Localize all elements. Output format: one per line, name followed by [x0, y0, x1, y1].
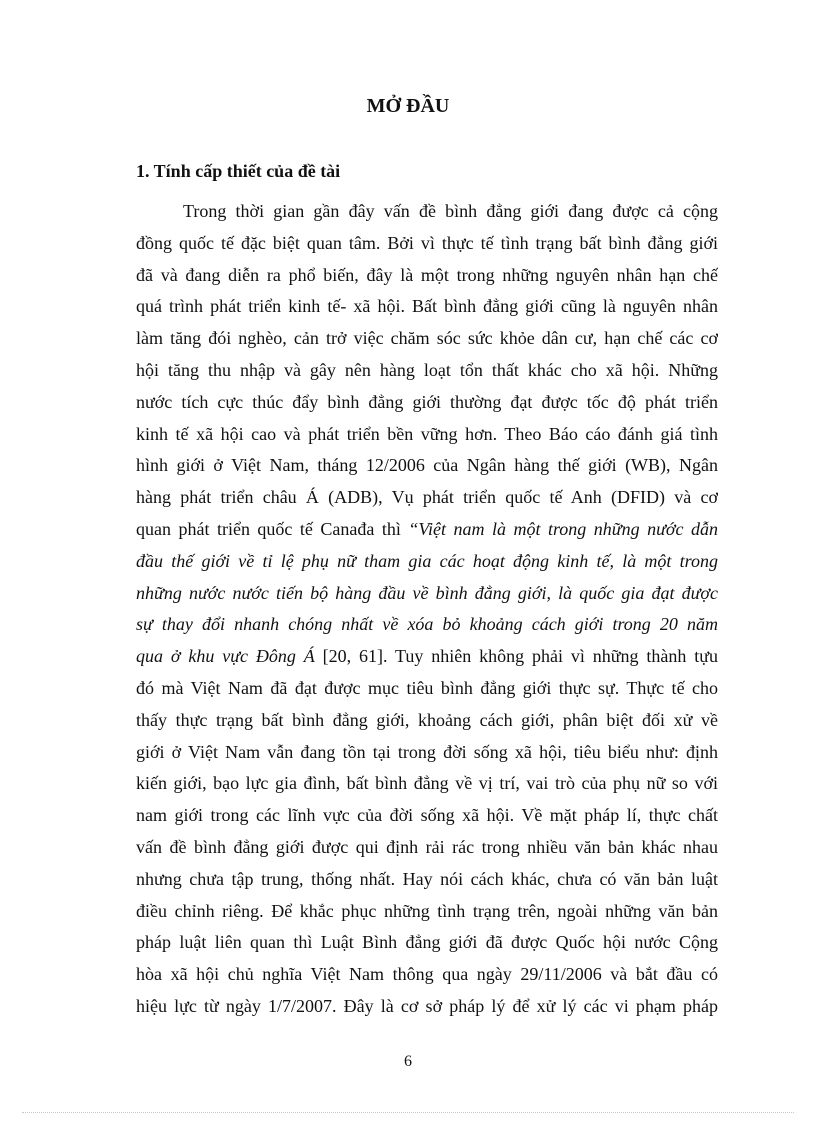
text-line: đó mà Việt Nam đã đạt được mục tiêu bình đẳng giới thực sự. Thực tế cho: [136, 677, 718, 698]
text-line: hội tăng thu nhập và gây nên hàng loạt tổn thất khác cho xã hội. Những: [136, 359, 718, 380]
text-line: kinh tế xã hội cao và phát triển bền vững hơn. Theo Báo cáo đánh giá tình: [136, 423, 718, 444]
page-bottom-rule: [22, 1112, 794, 1113]
text-line: [136, 609, 718, 641]
quoted-text: những nước nước tiến bộ hàng đầu về bình đẳng giới, là quốc gia đạt được: [136, 582, 718, 603]
section-heading: 1. Tính cấp thiết của đề tài: [136, 161, 341, 181]
text-line: đồng quốc tế đặc biệt quan tâm. Bởi vì thực tế tình trạng bất bình đẳng giới: [136, 232, 718, 253]
text-line: quan phát triển quốc tế Canađa thì “Việt nam là một trong những nước dẫn: [136, 518, 718, 539]
text-line: nhưng chưa tập trung, thống nhất. Hay nói cách khác, chưa có văn bản luật: [136, 868, 718, 889]
text-line: [136, 578, 718, 610]
text-line: vấn đề bình đẳng giới được qui định rải rác trong nhiều văn bản khác nhau: [136, 836, 718, 857]
page-number: 6: [404, 1053, 412, 1070]
page-title: MỞ ĐẦU: [366, 95, 450, 117]
quoted-text: qua ở khu vực Đông Á: [136, 646, 315, 667]
text-line: làm tăng đói nghèo, cản trở việc chăm sóc sức khỏe dân cư, hạn chế các cơ: [136, 328, 718, 349]
text-line: Trong thời gian gần đây vấn đề bình đẳng giới đang được cả cộng: [183, 201, 718, 221]
quoted-text: sự thay đổi nhanh chóng nhất về xóa bỏ khoảng cách giới trong 20 năm: [136, 614, 718, 635]
text-line: điều chỉnh riêng. Để khắc phục những tình trạng trên, ngoài những văn bản: [136, 900, 718, 921]
text-line: [136, 546, 718, 578]
text-line: đã và đang diễn ra phổ biến, đây là một trong những nguyên nhân hạn chế: [136, 264, 718, 285]
body-paragraph: [136, 196, 718, 1023]
text-line: hàng phát triển châu Á (ADB), Vụ phát triển quốc tế Anh (DFID) và cơ: [136, 487, 718, 508]
text-line: hình giới ở Việt Nam, tháng 12/2006 của Ngân hàng thế giới (WB), Ngân: [136, 455, 718, 476]
text-line: thấy thực trạng bất bình đẳng giới, khoảng cách giới, phân biệt đối xử về: [136, 709, 718, 730]
text-line: qua ở khu vực Đông Á [20, 61]. Tuy nhiên không phải vì những thành tựu: [136, 646, 718, 667]
text-line: nam giới trong các lĩnh vực của đời sống xã hội. Về mặt pháp lí, thực chất: [136, 805, 718, 826]
text-line: hòa xã hội chủ nghĩa Việt Nam thông qua ngày 29/11/2006 và bắt đầu có: [136, 964, 718, 985]
text-line: kiến giới, bạo lực gia đình, bất bình đẳng về vị trí, vai trò của phụ nữ so với: [136, 773, 718, 794]
quoted-text: đầu thế giới về tỉ lệ phụ nữ tham gia các hoạt động kinh tế, là một trong: [136, 550, 718, 571]
text-line: hiệu lực từ ngày 1/7/2007. Đây là cơ sở pháp lý để xử lý các vi phạm pháp: [136, 995, 718, 1016]
text-line: pháp luật liên quan thì Luật Bình đẳng giới đã được Quốc hội nước Cộng: [136, 932, 718, 953]
text-line: giới ở Việt Nam vẫn đang tồn tại trong đời sống xã hội, tiêu biểu như: định: [136, 741, 718, 762]
text-line: quá trình phát triển kinh tế- xã hội. Bất bình đẳng giới cũng là nguyên nhân: [136, 296, 718, 317]
quoted-text: “Việt nam là một trong những nước dẫn: [408, 518, 718, 539]
text-line: nước tích cực thúc đẩy bình đẳng giới thường đạt được tốc độ phát triển: [136, 391, 718, 412]
